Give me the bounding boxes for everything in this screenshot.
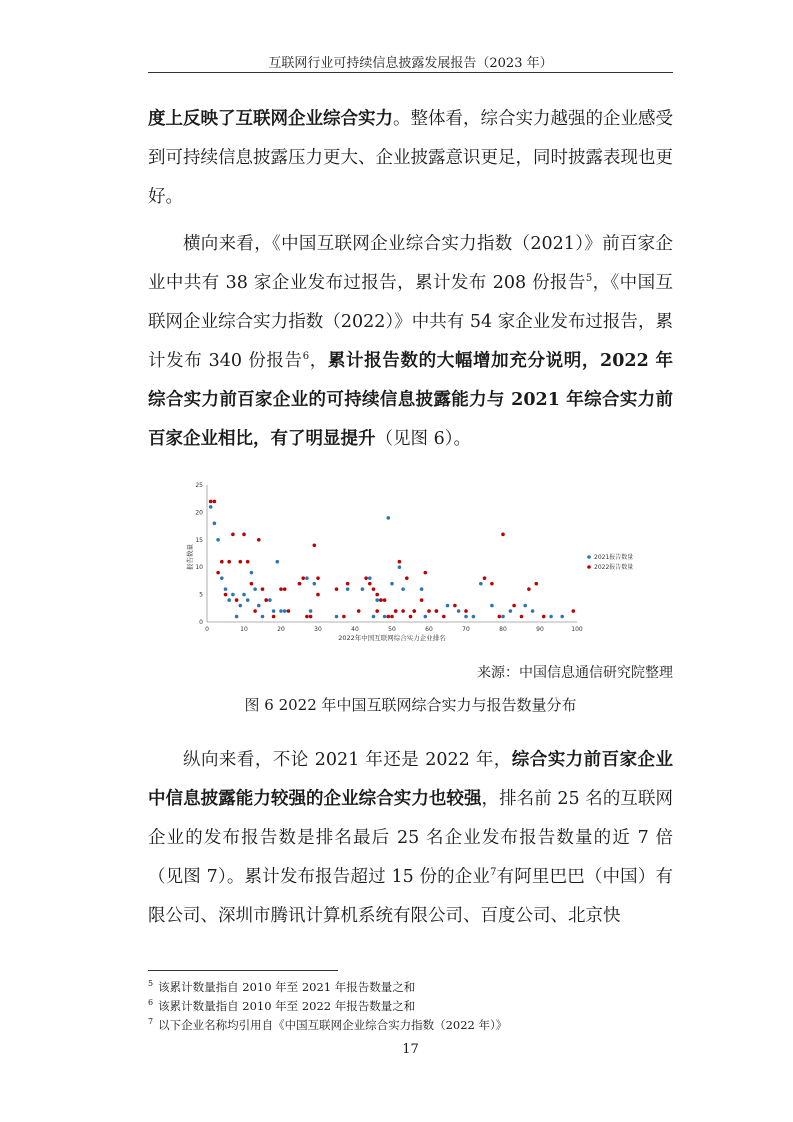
point-2021 <box>383 615 387 619</box>
point-2022 <box>261 587 265 591</box>
point-2021 <box>346 587 350 591</box>
figure-source: 来源：中国信息通信研究院整理 <box>477 665 673 681</box>
point-2022 <box>490 582 494 586</box>
point-2022 <box>209 500 213 504</box>
point-2022 <box>383 598 387 602</box>
legend-marker <box>587 565 591 569</box>
point-2021 <box>242 593 246 597</box>
point-2021 <box>283 609 287 613</box>
point-2021 <box>523 604 527 608</box>
point-2022 <box>394 609 398 613</box>
point-2022 <box>427 609 431 613</box>
point-2021 <box>220 576 224 580</box>
x-axis-label: 2022年中国互联网综合实力企业排名 <box>338 634 446 642</box>
point-2021 <box>420 587 424 591</box>
point-2022 <box>364 576 368 580</box>
y-tick-label: 20 <box>195 509 203 517</box>
x-tick-label: 60 <box>425 626 433 633</box>
header-rule <box>148 72 673 73</box>
data-points <box>209 500 575 619</box>
y-tick-label: 15 <box>195 536 203 544</box>
footnote-6 <box>148 995 673 1014</box>
point-2022 <box>272 615 276 619</box>
point-2022 <box>305 615 309 619</box>
paragraph-2-text-4: （见图 6）。 <box>375 429 471 449</box>
footnote-text: 该累计数量指自 2010 年至 2022 年报告数量之和 <box>158 998 416 1013</box>
point-2022 <box>512 604 516 608</box>
point-2022 <box>298 582 302 586</box>
x-tick-label: 10 <box>240 626 248 633</box>
point-2022 <box>483 576 487 580</box>
paragraph-2-bold: 累计报告数的大幅增加充分说明，2022 年综合实力前百家企业的可持续信息披露能力与 2021 年综合实力前百家企业相比，有了明显提升 <box>148 351 673 449</box>
point-2021 <box>560 615 564 619</box>
paragraph-3-text-1: 纵向来看，不论 2021 年还是 2022 年， <box>183 750 512 770</box>
x-tick-label: 20 <box>277 626 285 633</box>
x-tick-label: 70 <box>462 626 470 633</box>
point-2021 <box>490 604 494 608</box>
chart-legend <box>587 553 633 571</box>
paragraph-2-text-2: ，《中国互联网企业综合实力指数（2022）》中共有 54 家企业发布过报告，累计发布 340 份报告 <box>148 273 673 371</box>
point-2021 <box>446 604 450 608</box>
point-2022 <box>250 582 254 586</box>
paragraph-3-bold: 综合实力前百家企业中信息披露能力较强的企业综合实力也较强 <box>148 750 674 809</box>
point-2022 <box>242 533 246 537</box>
point-2022 <box>216 571 220 575</box>
point-2021 <box>464 615 468 619</box>
point-2022 <box>213 500 217 504</box>
point-2022 <box>279 587 283 591</box>
point-2022 <box>342 615 346 619</box>
point-2022 <box>301 576 305 580</box>
point-2021 <box>209 505 213 509</box>
point-2022 <box>420 598 424 602</box>
legend-label: 2021报告数量 <box>594 554 634 561</box>
point-2021 <box>368 576 372 580</box>
y-tick-label: 25 <box>195 482 203 489</box>
point-2022 <box>535 582 539 586</box>
point-2021 <box>472 615 476 619</box>
point-2022 <box>257 538 261 542</box>
point-2022 <box>387 615 391 619</box>
footnote-5 <box>148 976 673 995</box>
point-2021 <box>375 598 379 602</box>
point-2021 <box>372 615 376 619</box>
point-2021 <box>479 582 483 586</box>
point-2022 <box>346 582 350 586</box>
point-2021 <box>224 587 228 591</box>
paragraph-3-text-3: 有阿里巴巴（中国）有限公司、深圳市腾讯计算机系统有限公司、百度公司、北京快 <box>148 867 673 926</box>
point-2021 <box>398 565 402 569</box>
point-2022 <box>464 609 468 613</box>
paragraph-1-bold: 度上反映了互联网企业综合实力 <box>148 109 393 129</box>
figure-caption: 图 6 2022 年中国互联网综合实力与报告数量分布 <box>244 696 577 714</box>
point-2021 <box>531 609 535 613</box>
point-2021 <box>227 598 231 602</box>
point-2021 <box>276 560 280 564</box>
x-tick-label: 100 <box>571 626 583 633</box>
y-tick-labels <box>195 482 203 626</box>
point-2022 <box>283 587 287 591</box>
footnotes <box>148 976 673 1032</box>
point-2022 <box>287 609 291 613</box>
x-tick-label: 30 <box>314 626 322 633</box>
y-tick-label: 10 <box>195 564 203 572</box>
x-tick-label: 80 <box>499 626 507 633</box>
footnote-ref-6[interactable]: 6 <box>302 351 310 363</box>
point-2022 <box>442 615 446 619</box>
point-2022 <box>235 598 239 602</box>
legend-label: 2022报告数量 <box>594 564 634 571</box>
running-header: 互联网行业可持续信息披露发展报告（2023 年） <box>268 56 553 71</box>
point-2021 <box>239 604 243 608</box>
point-2022 <box>372 587 376 591</box>
point-2021 <box>361 587 365 591</box>
point-2022 <box>246 560 250 564</box>
point-2022 <box>572 609 576 613</box>
point-2021 <box>216 538 220 542</box>
point-2021 <box>268 598 272 602</box>
point-2022 <box>379 598 383 602</box>
x-tick-label: 0 <box>205 626 209 633</box>
x-tick-label: 90 <box>536 626 544 633</box>
point-2022 <box>316 593 320 597</box>
x-tick-labels <box>205 626 583 633</box>
point-2022 <box>309 615 313 619</box>
x-tick-label: 40 <box>351 626 359 633</box>
footnote-rule <box>148 970 338 971</box>
paragraph-1-text: 。整体看，综合实力越强的企业感受到可持续信息披露压力更大、企业披露意识更足，同时披露表现也更好。 <box>148 109 673 207</box>
point-2022 <box>453 604 457 608</box>
point-2021 <box>309 609 313 613</box>
point-2021 <box>231 593 235 597</box>
point-2022 <box>316 576 320 580</box>
footnote-mark: 7 <box>148 1016 154 1026</box>
legend-marker <box>587 555 591 559</box>
point-2022 <box>527 587 531 591</box>
point-2022 <box>227 560 231 564</box>
point-2021 <box>253 587 257 591</box>
footnote-text: 该累计数量指自 2010 年至 2021 年报告数量之和 <box>158 979 416 994</box>
point-2022 <box>542 615 546 619</box>
y-axis-label: 报告数量 <box>186 544 194 570</box>
paragraph-2-text-3: ， <box>309 351 328 371</box>
point-2021 <box>387 516 391 520</box>
point-2021 <box>261 615 265 619</box>
point-2021 <box>246 598 250 602</box>
paragraph-3-text-2: ，排名前 25 名的互联网企业的发布报告数是排名最后 25 名企业发布报告数量的近 7 倍（见图 7）。累计发布报告超过 15 份的企业 <box>148 789 673 887</box>
point-2021 <box>549 615 553 619</box>
point-2022 <box>335 587 339 591</box>
point-2021 <box>235 615 239 619</box>
point-2021 <box>335 615 339 619</box>
point-2022 <box>390 615 394 619</box>
point-2022 <box>220 560 224 564</box>
paragraph-2 <box>148 225 673 459</box>
point-2021 <box>424 615 428 619</box>
footnote-ref-5[interactable]: 5 <box>585 273 593 285</box>
point-2021 <box>457 609 461 613</box>
point-2022 <box>501 533 505 537</box>
point-2021 <box>250 571 254 575</box>
point-2022 <box>357 609 361 613</box>
footnote-ref-7[interactable]: 7 <box>490 867 497 879</box>
point-2021 <box>257 604 261 608</box>
y-tick-label: 0 <box>199 619 203 626</box>
point-2022 <box>405 576 409 580</box>
point-2022 <box>368 582 372 586</box>
point-2022 <box>224 593 228 597</box>
footnote-text: 以下企业名称均引用自《中国互联网企业综合实力指数（2022 年）》 <box>158 1017 508 1032</box>
point-2021 <box>313 582 317 586</box>
page-number: 17 <box>402 1042 419 1057</box>
point-2021 <box>401 587 405 591</box>
point-2022 <box>239 560 243 564</box>
chart-axes <box>207 485 577 622</box>
x-tick-label: 50 <box>388 626 396 633</box>
footnote-7 <box>148 1014 673 1033</box>
footnote-mark: 5 <box>148 979 154 988</box>
point-2021 <box>213 522 217 526</box>
point-2022 <box>520 615 524 619</box>
point-2021 <box>509 609 513 613</box>
point-2022 <box>412 609 416 613</box>
point-2022 <box>401 609 405 613</box>
scatter-chart <box>185 477 655 647</box>
paragraph-3 <box>148 741 673 936</box>
point-2022 <box>375 593 379 597</box>
point-2021 <box>272 609 276 613</box>
point-2022 <box>313 543 317 547</box>
point-2022 <box>498 615 502 619</box>
footnote-mark: 6 <box>148 997 154 1007</box>
paragraph-2-text-1: 横向来看，《中国互联网企业综合实力指数（2021）》前百家企业中共有 38 家企业发布过报告，累计发布 208 份报告 <box>148 234 673 293</box>
point-2022 <box>398 560 402 564</box>
paragraph-1 <box>148 100 673 217</box>
point-2021 <box>390 582 394 586</box>
point-2022 <box>253 609 257 613</box>
point-2022 <box>264 598 268 602</box>
point-2021 <box>279 609 283 613</box>
point-2022 <box>409 615 413 619</box>
point-2022 <box>424 571 428 575</box>
point-2022 <box>231 533 235 537</box>
y-tick-label: 5 <box>199 591 203 599</box>
point-2022 <box>375 609 379 613</box>
point-2022 <box>435 609 439 613</box>
point-2021 <box>305 576 309 580</box>
point-2021 <box>501 615 505 619</box>
